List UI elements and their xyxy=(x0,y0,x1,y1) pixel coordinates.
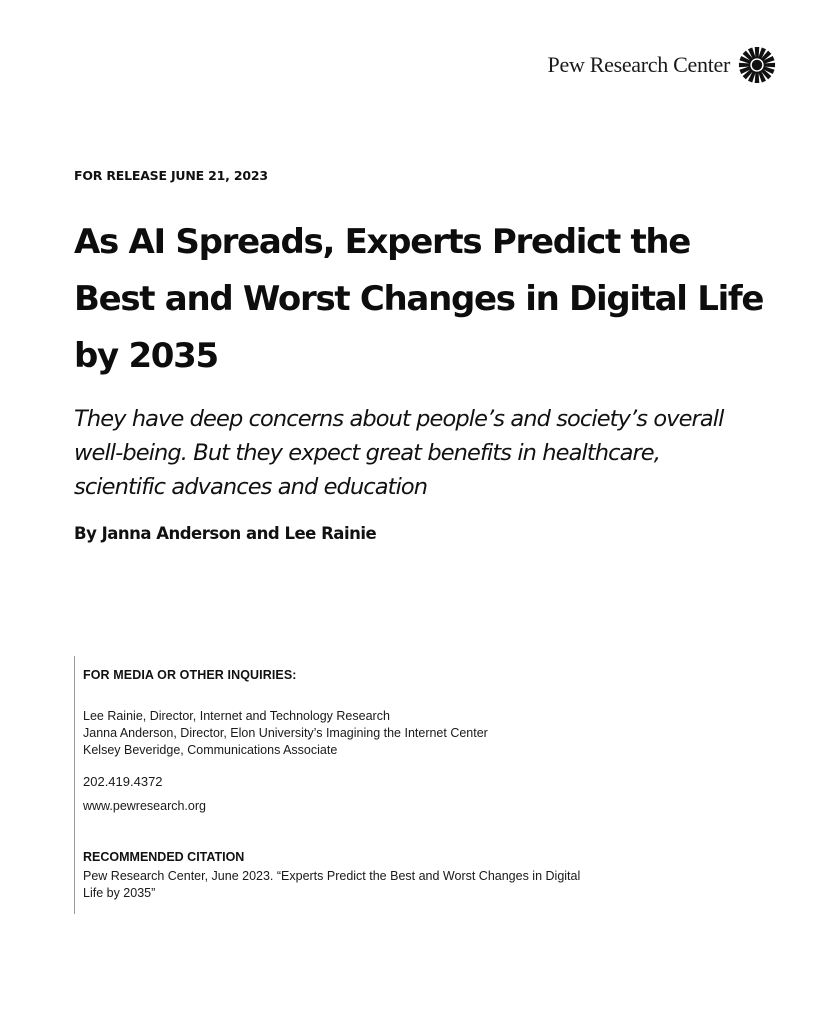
brand-header xyxy=(548,46,776,84)
report-subtitle xyxy=(74,402,804,504)
subtitle-line: well-being. But they expect great benefits in healthcare, xyxy=(74,440,661,466)
title-line: As AI Spreads, Experts Predict the xyxy=(74,222,691,262)
contact-person: Kelsey Beveridge, Communications Associate xyxy=(83,743,338,757)
media-contact-box xyxy=(74,656,723,914)
contact-person: Janna Anderson, Director, Elon University’s Imagining the Internet Center xyxy=(83,726,488,740)
citation-line: Pew Research Center, June 2023. “Experts Predict the Best and Worst Changes in Digital xyxy=(83,869,581,883)
citation-line: Life by 2035” xyxy=(83,886,156,900)
report-title xyxy=(74,214,814,385)
byline: By Janna Anderson and Lee Rainie xyxy=(74,524,377,543)
website-link[interactable]: www.pewresearch.org xyxy=(83,799,206,813)
citation-heading: RECOMMENDED CITATION xyxy=(83,850,245,864)
title-line: Best and Worst Changes in Digital Life xyxy=(74,279,764,319)
subtitle-line: scientific advances and education xyxy=(74,474,428,500)
title-line: by 2035 xyxy=(74,336,218,376)
contact-phone: 202.419.4372 xyxy=(83,774,163,789)
pew-sunburst-logo-icon xyxy=(738,46,776,84)
citation-text xyxy=(83,868,663,902)
release-date: FOR RELEASE JUNE 21, 2023 xyxy=(74,168,268,183)
brand-name: Pew Research Center xyxy=(547,52,730,77)
contact-person: Lee Rainie, Director, Internet and Technology Research xyxy=(83,709,390,723)
contact-heading: FOR MEDIA OR OTHER INQUIRIES: xyxy=(83,668,297,682)
contact-people xyxy=(83,708,488,759)
subtitle-line: They have deep concerns about people’s and society’s overall xyxy=(74,406,724,432)
